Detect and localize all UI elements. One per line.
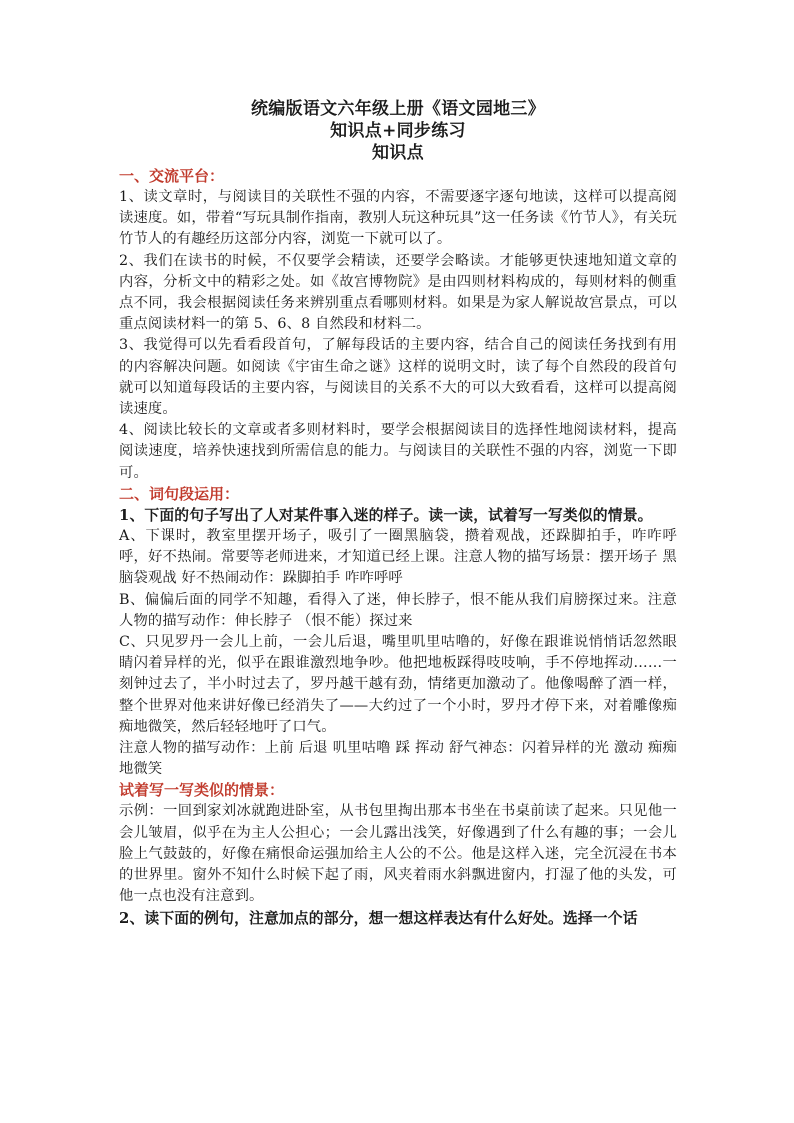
example-item-b: B、偏偏后面的同学不知趣，看得入了迷，伸长脖子，恨不能从我们肩膀探过来。注意人物的描写动作：伸长脖子 （恨不能）探过来 [119, 591, 677, 629]
document-title: 统编版语文六年级上册《语文园地三》 [250, 99, 546, 119]
section1-paragraph-1: 1、读文章时，与阅读目的关联性不强的内容，不需要逐字逐句地读，这样可以提高阅读速度。如，带着“写玩具制作指南，教别人玩这种玩具”这一任务读《竹节人》，有关玩竹节人的有趣经历这部分内容，浏览一下就可以了。 [119, 189, 677, 248]
document-subtitle: 知识点+同步练习 [330, 121, 466, 141]
example-item-c: C、只见罗丹一会儿上前，一会儿后退，嘴里叽里咕噜的，好像在跟谁说悄悄话忽然眼睛闪着异样的光，似乎在跟谁激烈地争吵。他把地板踩得吱吱响，手不停地挥动……一刻钟过去了，半小时过去了，罗丹越干越有劲，情绪更加激动了。他像喝醉了酒一样，整个世界对他来讲好像已经消失了——大约过了一个小时，罗丹才停下来，对着雕像痴痴地微笑，然后轻轻地吁了口气。 [119, 634, 677, 735]
section1-heading: 一、交流平台： [119, 167, 225, 185]
section-label: 知识点 [372, 143, 424, 163]
section1-paragraph-4: 4、阅读比较长的文章或者多则材料时，要学会根据阅读目的选择性地阅读材料，提高阅读速度，培养快速找到所需信息的能力。与阅读目的关联性不强的内容，浏览一下即可。 [119, 422, 677, 481]
try-writing-heading: 试着写一写类似的情景： [119, 781, 285, 800]
section1-paragraph-2: 2、我们在读书的时候，不仅要学会精读，还要学会略读。才能够更快速地知道文章的内容，分析文中的精彩之处。如《故宫博物院》是由四则材料构成的，每则材料的侧重点不同，我会根据阅读任务来辨别重点看哪则材料。如果是为家人解说故宫景点，可以重点阅读材料一的第 5、6、8 自然段和材料二。 [119, 252, 677, 333]
sample-answer: 示例：一回到家刘冰就跑进卧室，从书包里掏出那本书坐在书桌前读了起来。只见他一会儿皱眉，似乎在为主人公担心；一会儿露出浅笑，好像遇到了什么有趣的事；一会儿脸上气鼓鼓的，好像在痛恨命运强加给主人公的不公。他是这样入迷，完全沉浸在书本的世界里。窗外不知什么时候下起了雨，风夹着雨水斜飘进窗内，打湿了他的头发，可他一点也没有注意到。 [119, 803, 677, 905]
title-block [119, 98, 677, 164]
section2-heading: 二、词句段运用： [119, 484, 240, 503]
example-item-a: A、下课时，教室里摆开场子，吸引了一圈黑脑袋，攒着观战，还跺脚拍手，咋咋呼呼，好不热闹。常要等老师进来，才知道已经上课。注意人物的描写场景：摆开场子 黑脑袋观战 好不热闹动作：跺脚拍手 咋咋呼呼 [119, 528, 677, 587]
question-1: 1、下面的句子写出了人对某件事入迷的样子。读一读，试着写一写类似的情景。 [119, 506, 653, 524]
section1-paragraph-3: 3、我觉得可以先看看段首句，了解每段话的主要内容，结合自己的阅读任务找到有用的内容解决问题。如阅读《宇宙生命之谜》这样的说明文时，读了每个自然段的段首句就可以知道每段话的主要内容，与阅读目的关系不大的可以大致看看，这样可以提高阅读速度。 [119, 337, 677, 418]
question-2: 2、读下面的例句，注意加点的部分，想一想这样表达有什么好处。选择一个话 [119, 909, 638, 927]
description-note: 注意人物的描写动作：上前 后退 叽里咕噜 踩 挥动 舒气神态：闪着异样的光 激动 痴痴地微笑 [119, 740, 677, 778]
document-page [119, 98, 677, 929]
